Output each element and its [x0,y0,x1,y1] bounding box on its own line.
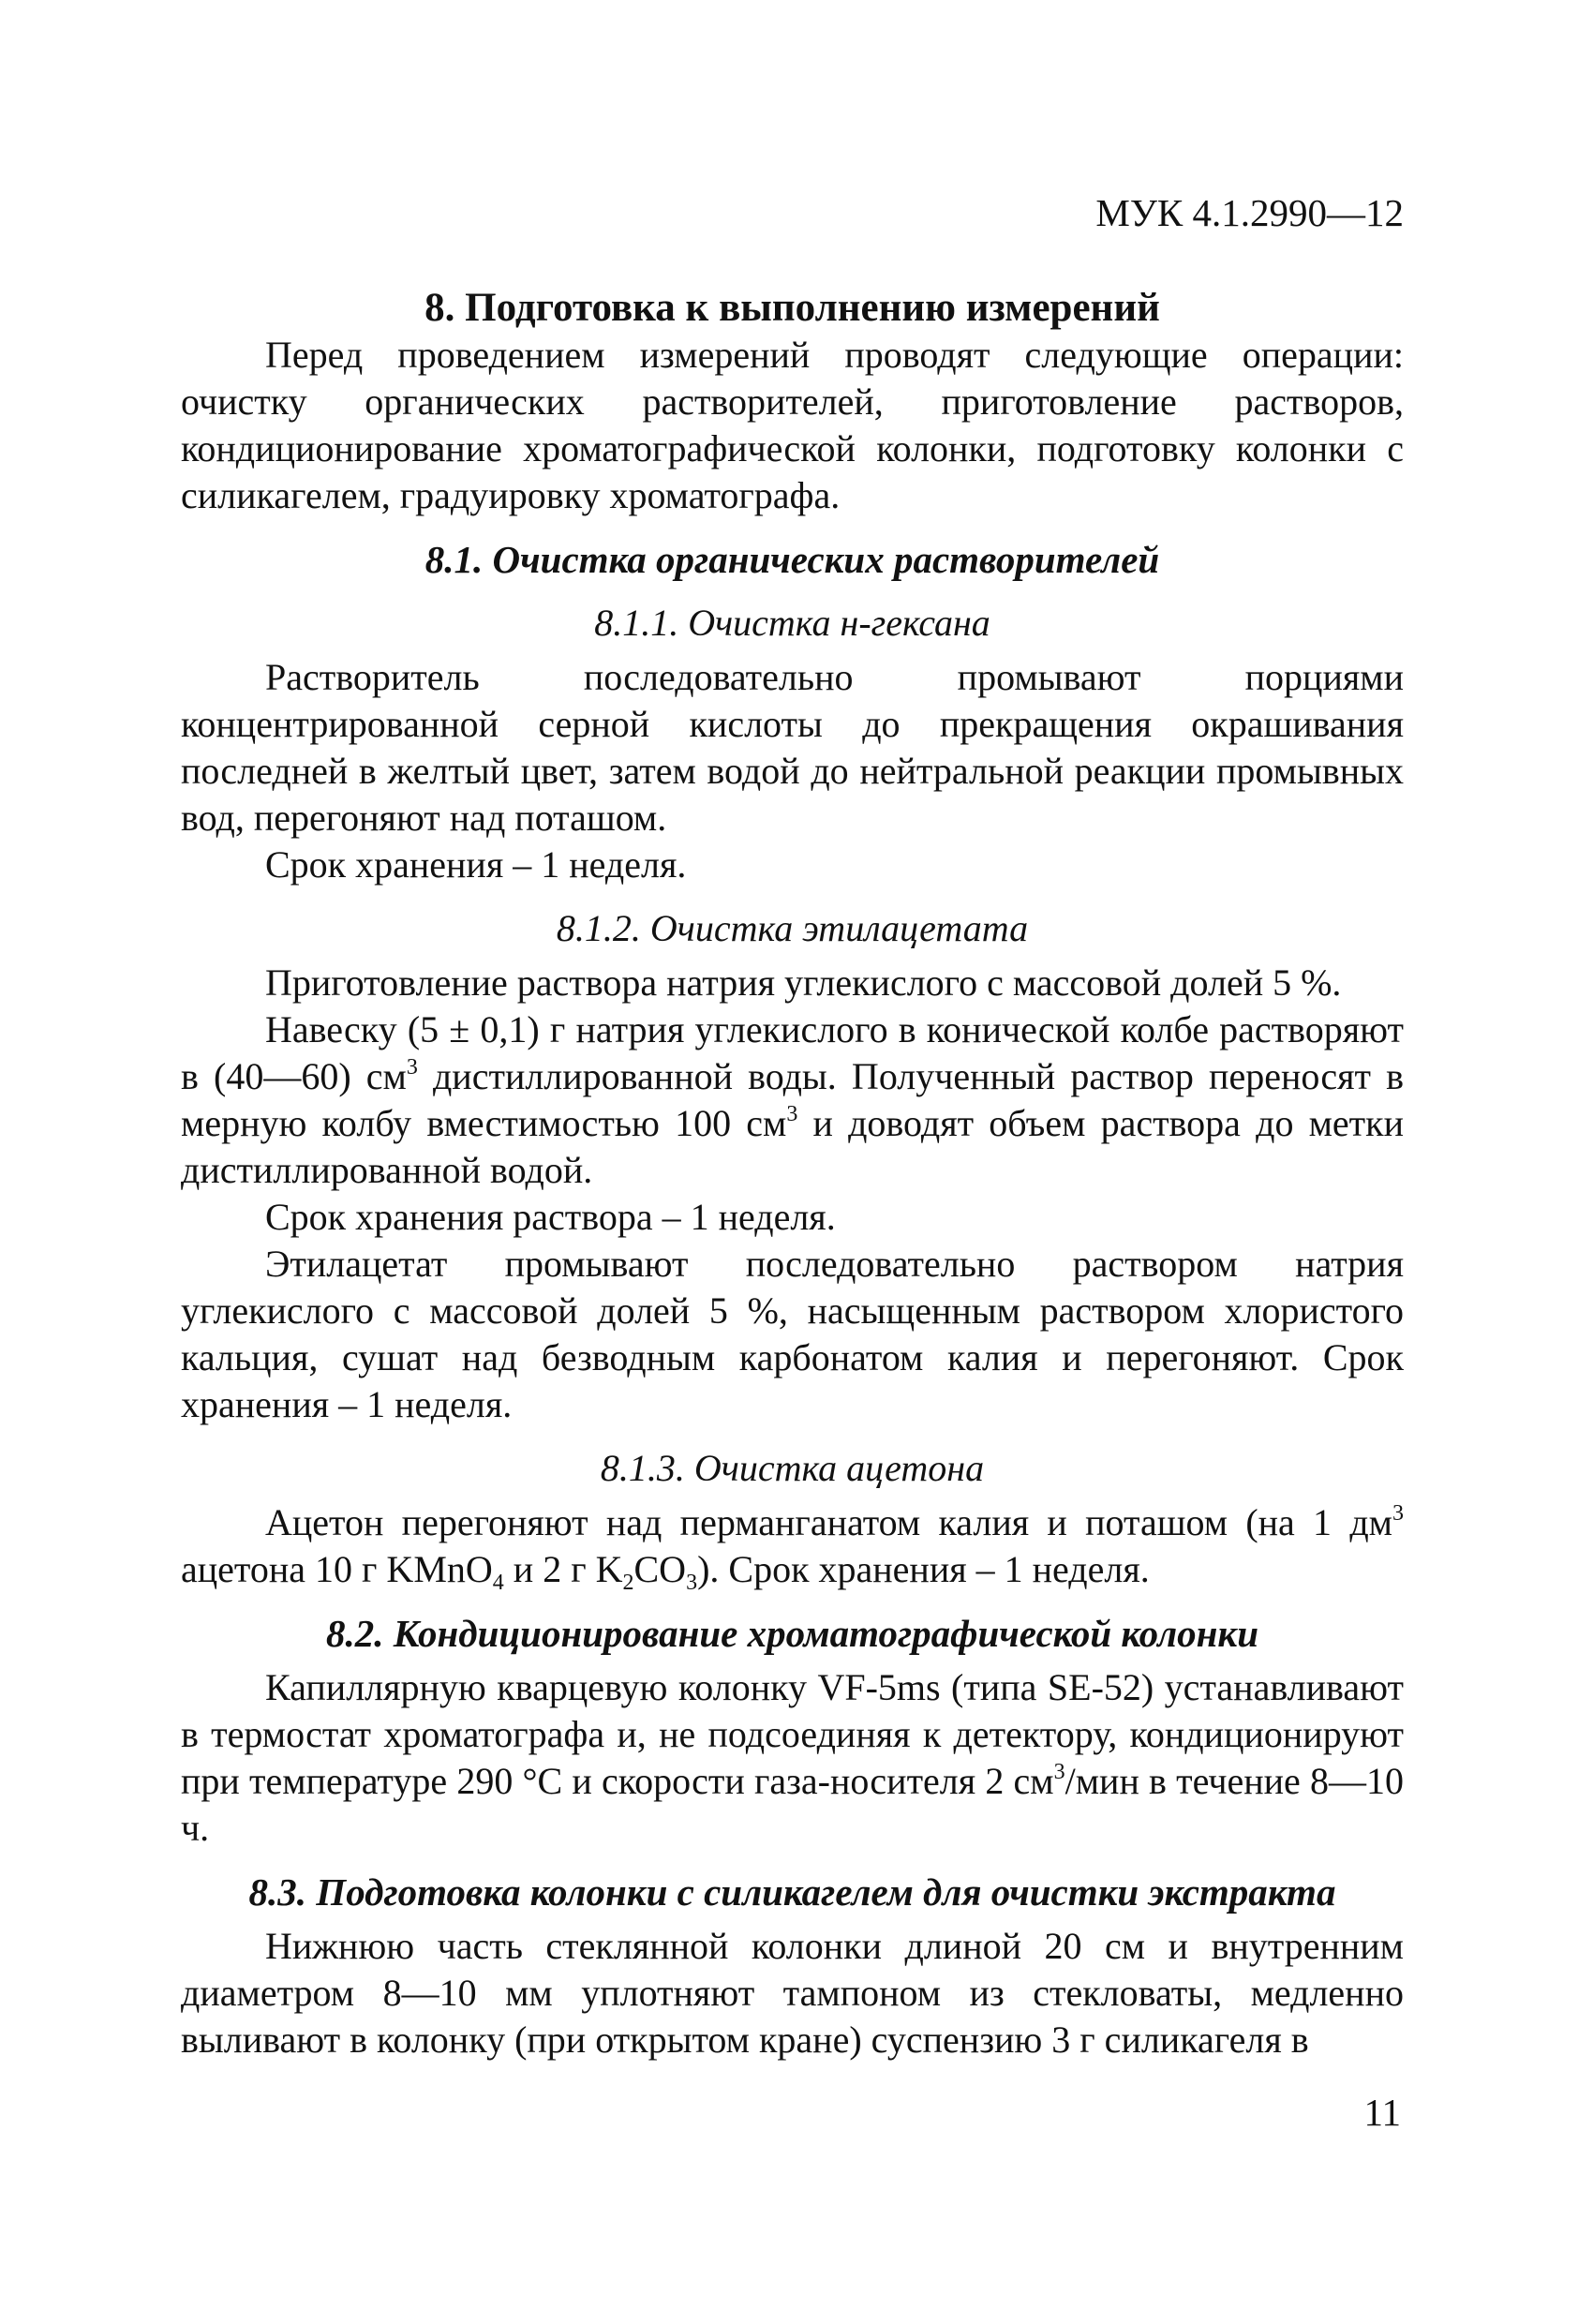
section-8-1-1-heading: 8.1.1. Очистка н-гексана [594,602,990,644]
text-part: ацетона 10 г KMnO [181,1548,493,1590]
superscript: 3 [406,1055,418,1080]
section-8-1-1-storage: Срок хранения – 1 неделя. [265,843,687,886]
section-8-1-heading: 8.1. Очистка органических растворителей [424,538,1160,581]
section-8-1-2-text-3: Этилацетат промывают последовательно раствором натрия углекислого с массовой долей 5 %, насыщенным раствором хлористого кальция, сушат над безводным карбонатом калия и перегоняют. Срок хранения – 1 неделя. [181,1243,1404,1425]
section-8-heading: 8. Подготовка к выполнению измерений [424,286,1160,330]
section-8-1-2-storage: Срок хранения раствора – 1 неделя. [265,1196,836,1238]
section-8-1-2-text-1: Приготовление раствора натрия углекислого с массовой долей 5 %. [265,961,1342,1004]
page-number: 11 [1363,2091,1401,2134]
superscript: 3 [1392,1501,1404,1526]
document-code: МУК 4.1.2990—12 [1095,191,1404,234]
section-8-intro: Перед проведением измерений проводят следующие операции: очистку органических растворителей, приготовление растворов, кондиционирование хроматографической колонки, подготовку колонки с силикагелем, градуировку хроматографа. [181,334,1404,516]
section-8-1-3-heading: 8.1.3. Очистка ацетона [600,1447,985,1489]
subscript: 4 [492,1571,504,1595]
superscript: 3 [1053,1760,1065,1784]
text-part: Капиллярную кварцевую колонку VF-5ms (типа SE-52) устанавливают в термостат хроматографа и, не подсоединяя к детектору, кондиционируют при температуре 290 °С и скорости газа-носителя 2 см [181,1666,1404,1802]
text-part: Навеску (5 ± 0,1) г натрия углекислого в конической колбе растворяют в (40—60) см [181,1008,1404,1097]
text-part: и доводят объем раствора до метки дистиллированной водой. [181,1102,1404,1191]
text-part: и 2 г K [503,1548,623,1590]
section-8-3-heading: 8.3. Подготовка колонки с силикагелем для очистки экстракта [248,1870,1336,1914]
section-8-1-1-text: Растворитель последовательно промывают порциями концентрированной серной кислоты до прекращения окрашивания последней в желтый цвет, затем водой до нейтральной реакции промывных вод, перегоняют над поташом. [181,656,1404,839]
text-part: /мин в течение 8—10 ч. [181,1760,1405,1849]
text-part: CO [633,1548,687,1590]
subscript: 3 [686,1571,698,1595]
text-part: Ацетон перегоняют над перманганатом калия и поташом (на 1 дм [265,1501,1392,1543]
section-8-1-3-text [181,1499,1404,1593]
subscript: 2 [622,1571,634,1595]
section-8-2-heading: 8.2. Кондиционирование хроматографической колонки [325,1612,1258,1655]
superscript: 3 [786,1102,798,1126]
section-8-1-2-text-2 [181,1006,1404,1194]
page-body [181,187,1404,2063]
text-part: дистиллированной воды. Полученный раствор переносят в мерную колбу вместимостью 100 см [181,1055,1404,1144]
section-8-1-2-heading: 8.1.2. Очистка этилацетата [556,907,1029,949]
text-part: ). Срок хранения – 1 неделя. [697,1548,1150,1590]
section-8-2-text [181,1664,1404,1852]
section-8-3-text: Нижнюю часть стеклянной колонки длиной 20 см и внутренним диаметром 8—10 мм уплотняют тампоном из стекловаты, медленно выливают в колонку (при открытом кране) суспензию 3 г силикагеля в [181,1925,1404,2061]
